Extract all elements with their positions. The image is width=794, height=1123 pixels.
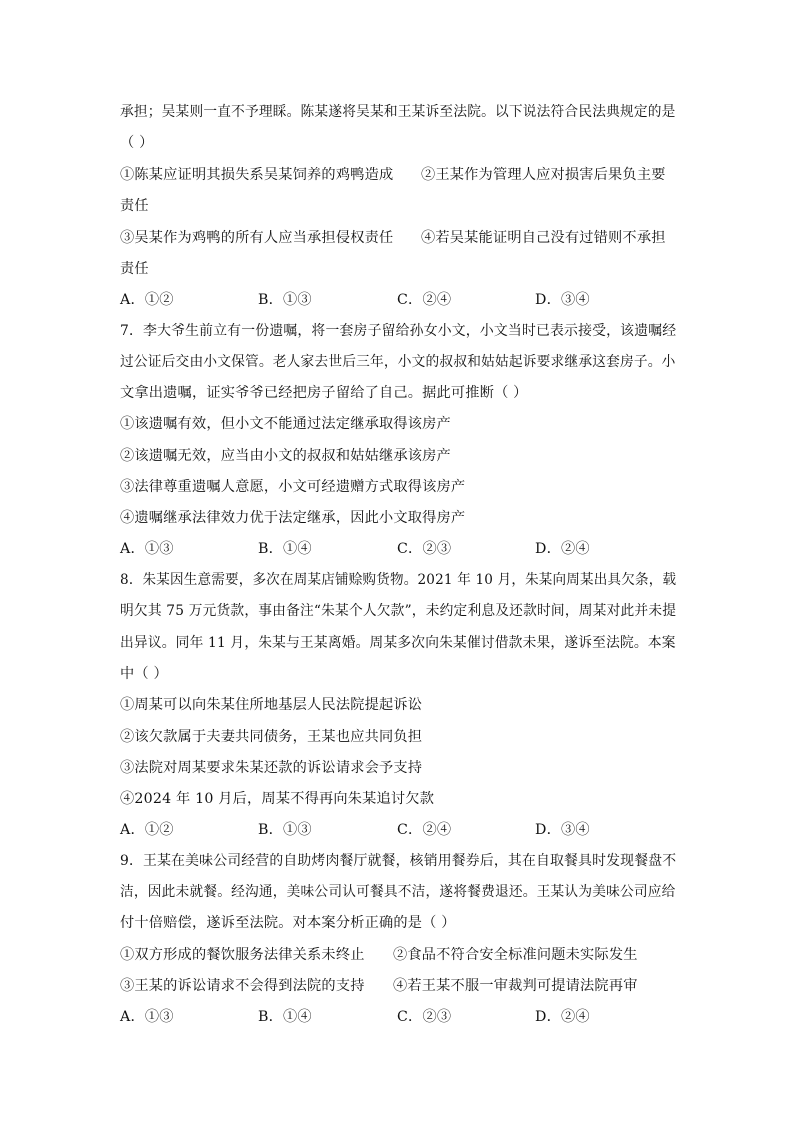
q7-stem-line-3: 文拿出遗嘱，证实爷爷已经把房子留给了自己。据此可推断（ ）	[120, 385, 528, 401]
q7-stem-line-2: 过公证后交由小文保管。老人家去世后三年，小文的叔叔和姑姑起诉要求继承这套房子。小	[120, 354, 676, 370]
q6-option-b: B．①③	[258, 292, 312, 308]
q7-option-d: D．②④	[535, 541, 590, 557]
q9-stem-line-2: 洁，因此未就餐。经沟通，美味公司认可餐具不洁，遂将餐费退还。王某认为美味公司应给	[120, 884, 676, 900]
q9-statement-1: ①双方形成的餐饮服务法律关系未终止	[120, 947, 365, 963]
q7-statement-3: ③法律尊重遗嘱人意愿，小文可经遗赠方式取得该房产	[120, 479, 466, 495]
q9-option-b: B．①④	[258, 1009, 312, 1025]
q9-statement-4: ④若王某不服一审裁判可提请法院再审	[393, 978, 638, 994]
q6-option-c: C．②④	[397, 292, 452, 308]
q6-statement-1: ①陈某应证明其损失系吴某饲养的鸡鸭造成	[120, 167, 394, 183]
q8-stem-line-3: 出异议。同年 11 月，朱某与王某离婚。周某多次向朱某催讨借款未果，遂诉至法院。本案	[120, 635, 676, 651]
q6-statement-2-cont: 责任	[120, 198, 149, 214]
q8-option-d: D．③④	[535, 822, 590, 838]
q8-statement-2: ②该欠款属于夫妻共同债务，王某也应共同负担	[120, 729, 423, 745]
q6-option-d: D．③④	[535, 292, 590, 308]
q8-option-a: A．①②	[120, 822, 174, 838]
q6-statement-3: ③吴某作为鸡鸭的所有人应当承担侵权责任	[120, 230, 394, 246]
q8-stem-line-4: 中（ ）	[120, 666, 168, 682]
q9-statement-3: ③王某的诉讼请求不会得到法院的支持	[120, 978, 365, 994]
q8-option-c: C．②④	[397, 822, 452, 838]
q6-stem-line-1: 承担；吴某则一直不予理睬。陈某遂将吴某和王某诉至法院。以下说法符合民法典规定的是	[120, 104, 676, 120]
q7-option-b: B．①④	[258, 541, 312, 557]
q6-stem-line-2: （ ）	[120, 135, 154, 151]
q8-statement-1: ①周某可以向朱某住所地基层人民法院提起诉讼	[120, 697, 423, 713]
q9-option-d: D．②④	[535, 1009, 590, 1025]
q6-statement-4: ④若吴某能证明自己没有过错则不承担	[421, 230, 666, 246]
q7-option-c: C．②③	[397, 541, 452, 557]
q7-statement-1: ①该遗嘱有效，但小文不能通过法定继承取得该房产	[120, 416, 451, 432]
q9-stem-line-3: 付十倍赔偿，遂诉至法院。对本案分析正确的是（ ）	[120, 915, 456, 931]
q9-option-a: A．①③	[120, 1009, 174, 1025]
q8-statement-3: ③法院对周某要求朱某还款的诉讼请求会予支持	[120, 760, 423, 776]
q9-statement-2: ②食品不符合安全标准问题未实际发生	[393, 947, 638, 963]
q6-statement-4-cont: 责任	[120, 261, 149, 277]
q8-stem-line-2: 明欠其 75 万元货款，事由备注“朱某个人欠款”，未约定利息及还款时间，周某对此并未提	[120, 603, 677, 619]
q7-option-a: A．①③	[120, 541, 174, 557]
q6-option-a: A．①②	[120, 292, 174, 308]
q9-option-c: C．②③	[397, 1009, 452, 1025]
q7-statement-2: ②该遗嘱无效，应当由小文的叔叔和姑姑继承该房产	[120, 448, 451, 464]
q6-statement-2: ②王某作为管理人应对损害后果负主要	[421, 167, 666, 183]
q7-stem-line-1: 7．李大爷生前立有一份遗嘱，将一套房子留给孙女小文，小文当时已表示接受，该遗嘱经	[120, 323, 677, 339]
q8-option-b: B．①③	[258, 822, 312, 838]
q7-statement-4: ④遗嘱继承法律效力优于法定继承，因此小文取得房产	[120, 510, 466, 526]
q8-statement-4: ④2024 年 10 月后，周某不得再向朱某追讨欠款	[120, 791, 435, 807]
q8-stem-line-1: 8．朱某因生意需要，多次在周某店铺赊购货物。2021 年 10 月，朱某向周某出具欠条，载	[120, 572, 677, 588]
q9-stem-line-1: 9．王某在美味公司经营的自助烤肉餐厅就餐，核销用餐券后，其在自取餐具时发现餐盘不	[120, 853, 677, 869]
